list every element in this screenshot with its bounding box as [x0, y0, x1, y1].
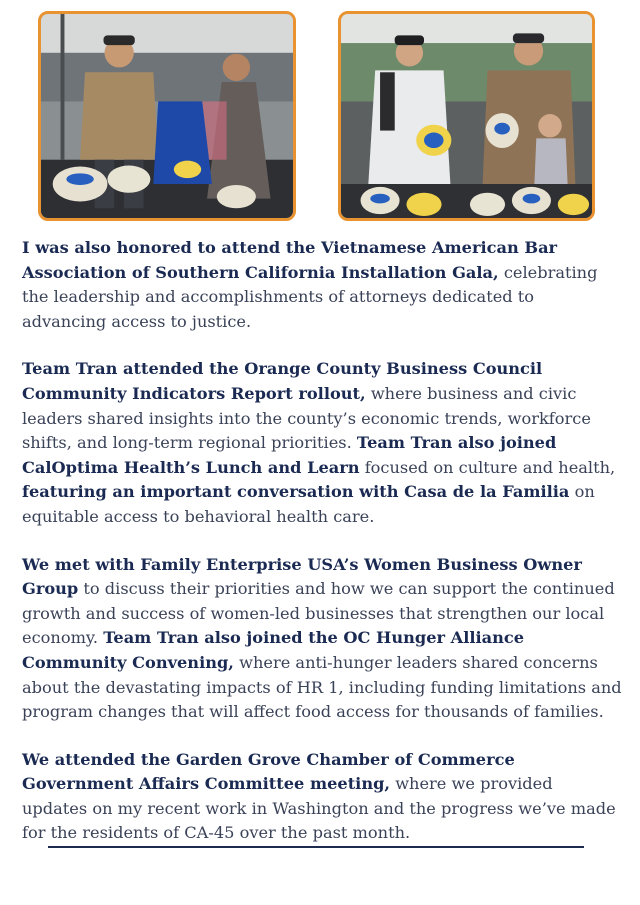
paragraph-ocbc-rollout — [22, 357, 622, 529]
divider-rule — [48, 846, 584, 848]
event-photo-left — [38, 11, 296, 221]
paragraph-highlight: featuring an important conversation with Casa de la Familia — [22, 482, 570, 502]
paragraph-body: to discuss their priorities and how we can support the continued growth and success of women-led businesses that strengthen our local economy. — [22, 579, 615, 648]
paragraph-highlight: We attended the Garden Grove Chamber of Commerce Government Affairs Committee meeting, — [22, 749, 515, 794]
event-photo-right — [338, 11, 595, 221]
paragraph-vabasc-gala — [22, 236, 622, 334]
paragraph-highlight: We met with Family Enterprise USA’s Women Business Owner Group — [22, 554, 582, 599]
paragraph-highlight: Team Tran also joined CalOptima Health’s Lunch and Learn — [22, 433, 557, 477]
paragraph-body: where anti-hunger leaders shared concerns about the devastating impacts of HR 1, including funding limitations and program changes that will affect food access for thousands of families. — [22, 652, 622, 722]
paragraph-highlight: Team Tran attended the Orange County Business Council Community Indicators Report rollout, — [22, 359, 543, 403]
paragraph-highlight: Team Tran also joined the OC Hunger Alliance Community Convening, — [22, 628, 525, 672]
paragraph-garden-grove-chamber — [22, 748, 622, 846]
paragraph-body: where we provided updates on my recent work in Washington and the progress we’ve made for the residents of CA-45 over the past month. — [22, 774, 616, 843]
paragraph-highlight: I was also honored to attend the Vietnamese American Bar Association of Southern California Installation Gala, — [22, 238, 558, 282]
paragraph-body: celebrating the leadership and accomplishments of attorneys dedicated to advancing access to justice. — [22, 262, 598, 331]
body-text — [22, 236, 622, 869]
paragraph-body: focused on culture and health, — [359, 457, 616, 477]
paragraph-body: where business and civic leaders shared insights into the county’s economic trends, workforce shifts, and long-term regional priorities. — [22, 383, 591, 453]
paragraph-women-business-owners — [22, 553, 622, 725]
paragraph-body: on equitable access to behavioral health care. — [22, 482, 595, 526]
volunteers-holding-turkeys-icon — [341, 14, 592, 218]
volunteers-distributing-turkeys-icon — [41, 14, 293, 218]
